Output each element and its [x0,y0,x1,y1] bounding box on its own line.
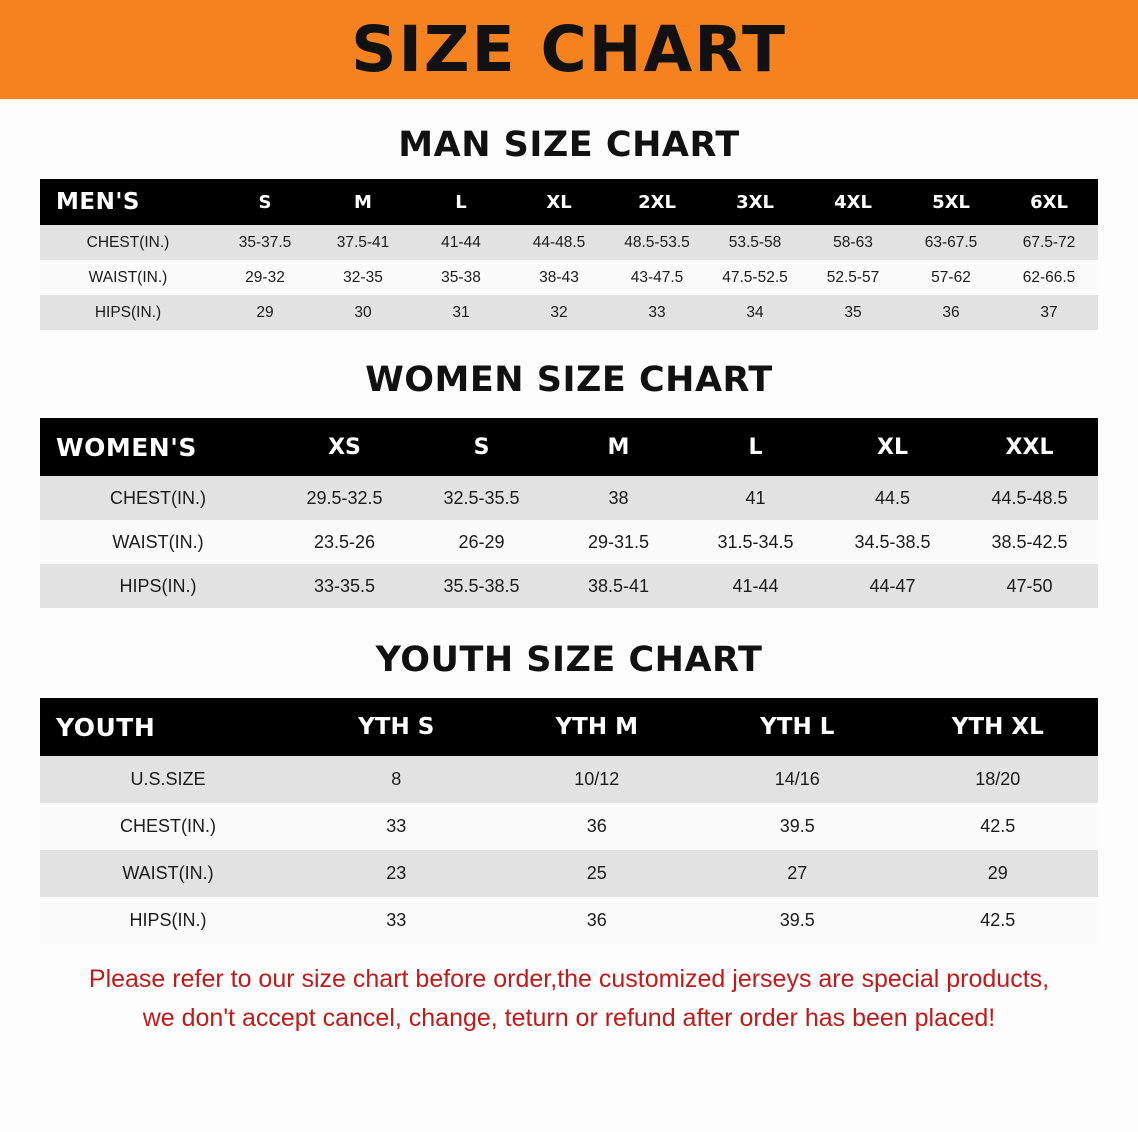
youth-chest-l: 39.5 [779,816,815,836]
man-chest-m: 37.5-41 [336,233,390,251]
women-hips-l: 41-44 [732,575,779,596]
man-waist-5xl: 57-62 [931,268,971,286]
man-chest-l: 41-44 [441,233,481,251]
man-waist-m: 32-35 [343,268,383,286]
man-hips-xl: 32 [550,303,568,321]
man-chest-2xl: 48.5-53.5 [624,233,690,251]
spacer [0,400,1138,418]
youth-row-ussize-label: U.S.SIZE [130,769,206,789]
women-table-head [40,418,1098,476]
women-hips-xl: 44-47 [869,575,916,596]
man-waist-s: 29-32 [245,268,285,286]
man-chest-5xl: 63-67.5 [924,233,978,251]
women-header-xl: XL [877,434,908,460]
table-row [40,476,1098,520]
youth-row-waist-label: WAIST(IN.) [122,863,214,883]
spacer [0,165,1138,179]
table-row [40,756,1098,803]
table-header-row [40,698,1098,756]
table-header-row [40,179,1098,225]
youth-ussize-l: 14/16 [774,769,820,789]
youth-table-body [40,756,1098,944]
man-waist-l: 35-38 [441,268,481,286]
table-header-row [40,418,1098,476]
man-waist-4xl: 52.5-57 [826,268,880,286]
table-row [40,803,1098,850]
table-row [40,260,1098,295]
women-chest-l: 41 [745,487,766,508]
youth-size-table [40,698,1098,944]
man-header-3xl: 3XL [736,191,774,213]
youth-section-title: YOUTH SIZE CHART [375,640,763,680]
women-table-wrap [40,418,1098,608]
women-size-table [40,418,1098,608]
youth-header-xl: YTH XL [951,714,1044,740]
man-header-xl: XL [546,191,572,213]
man-hips-2xl: 33 [648,303,666,321]
man-table-body [40,225,1098,330]
man-hips-4xl: 35 [844,303,862,321]
women-chest-xxl: 44.5-48.5 [991,487,1068,508]
man-chest-4xl: 58-63 [833,233,873,251]
women-header-l: L [748,434,763,460]
youth-ussize-xl: 18/20 [975,769,1021,789]
women-row-hips-label: HIPS(IN.) [119,575,197,596]
women-hips-m: 38.5-41 [587,575,650,596]
women-header-s: S [473,434,490,460]
women-row-chest-label: CHEST(IN.) [110,487,206,508]
women-row-waist-label: WAIST(IN.) [112,531,204,552]
man-header-4xl: 4XL [834,191,872,213]
youth-row-chest-label: CHEST(IN.) [120,816,216,836]
youth-hips-m: 36 [586,910,607,930]
man-chest-3xl: 53.5-58 [728,233,782,251]
women-chest-m: 38 [608,487,629,508]
youth-hips-xl: 42.5 [980,910,1016,930]
youth-waist-s: 23 [386,863,407,883]
man-row-hips-label: HIPS(IN.) [94,303,162,321]
women-waist-m: 29-31.5 [587,531,650,552]
youth-chest-s: 33 [386,816,407,836]
women-chest-xl: 44.5 [874,487,911,508]
man-chest-6xl: 67.5-72 [1022,233,1076,251]
table-row [40,897,1098,944]
man-waist-3xl: 47.5-52.5 [722,268,788,286]
man-header-6xl: 6XL [1030,191,1068,213]
man-header-5xl: 5XL [932,191,970,213]
man-hips-6xl: 37 [1040,303,1058,321]
man-hips-3xl: 34 [746,303,764,321]
youth-chest-xl: 42.5 [980,816,1016,836]
women-chest-s: 32.5-35.5 [443,487,520,508]
women-waist-xxl: 38.5-42.5 [991,531,1068,552]
women-waist-xl: 34.5-38.5 [854,531,931,552]
women-header-xs: XS [328,434,361,460]
youth-chest-m: 36 [586,816,607,836]
table-row [40,564,1098,608]
women-hips-xs: 33-35.5 [313,575,376,596]
youth-header-m: YTH M [555,714,638,740]
man-header-m: M [354,191,372,213]
man-size-table [40,179,1098,330]
youth-hips-s: 33 [386,910,407,930]
man-row-chest-label: CHEST(IN.) [86,233,170,251]
man-waist-2xl: 43-47.5 [630,268,684,286]
women-waist-xs: 23.5-26 [313,531,376,552]
youth-waist-l: 27 [787,863,808,883]
disclaimer-line-1: Please refer to our size chart before order,the customized jerseys are special products, [88,965,1050,993]
women-header-xxl: XXL [1005,434,1054,460]
table-row [40,850,1098,897]
man-row-waist-label: WAIST(IN.) [88,268,168,286]
women-table-body [40,476,1098,608]
man-header-2xl: 2XL [638,191,676,213]
youth-ussize-s: 8 [391,769,402,789]
youth-row-hips-label: HIPS(IN.) [129,910,207,930]
man-table-wrap [40,179,1098,330]
women-section-title: WOMEN SIZE CHART [365,360,773,400]
man-table-head [40,179,1098,225]
women-waist-l: 31.5-34.5 [717,531,794,552]
man-hips-m: 30 [354,303,372,321]
youth-header-label: YOUTH [56,712,156,742]
man-header-label: MEN'S [56,189,140,215]
women-hips-s: 35.5-38.5 [443,575,520,596]
disclaimer-line-2: we don't accept cancel, change, teturn or refund after order has been placed! [142,1003,996,1032]
table-row [40,295,1098,330]
man-hips-l: 31 [452,303,470,321]
youth-waist-xl: 29 [987,863,1008,883]
disclaimer-note [36,960,1102,1038]
man-chest-s: 35-37.5 [238,233,292,251]
youth-header-s: YTH S [358,714,435,740]
table-row [40,225,1098,260]
man-waist-6xl: 62-66.5 [1022,268,1076,286]
youth-hips-l: 39.5 [779,910,815,930]
women-chest-xs: 29.5-32.5 [306,487,383,508]
table-row [40,520,1098,564]
man-waist-xl: 38-43 [539,268,579,286]
youth-header-l: YTH L [760,714,835,740]
women-header-m: M [607,434,630,460]
women-waist-s: 26-29 [458,531,505,552]
spacer [0,680,1138,698]
page-title: SIZE CHART [351,13,787,86]
man-chest-xl: 44-48.5 [532,233,586,251]
banner [0,0,1138,99]
youth-table-head [40,698,1098,756]
man-hips-5xl: 36 [942,303,960,321]
man-header-l: L [455,191,467,213]
youth-ussize-m: 10/12 [574,769,620,789]
man-section-title: MAN SIZE CHART [398,125,740,165]
women-hips-xxl: 47-50 [1006,575,1053,596]
youth-table-wrap [40,698,1098,944]
man-hips-s: 29 [256,303,274,321]
women-header-label: WOMEN'S [56,432,197,462]
man-header-s: S [258,191,272,213]
youth-waist-m: 25 [586,863,607,883]
